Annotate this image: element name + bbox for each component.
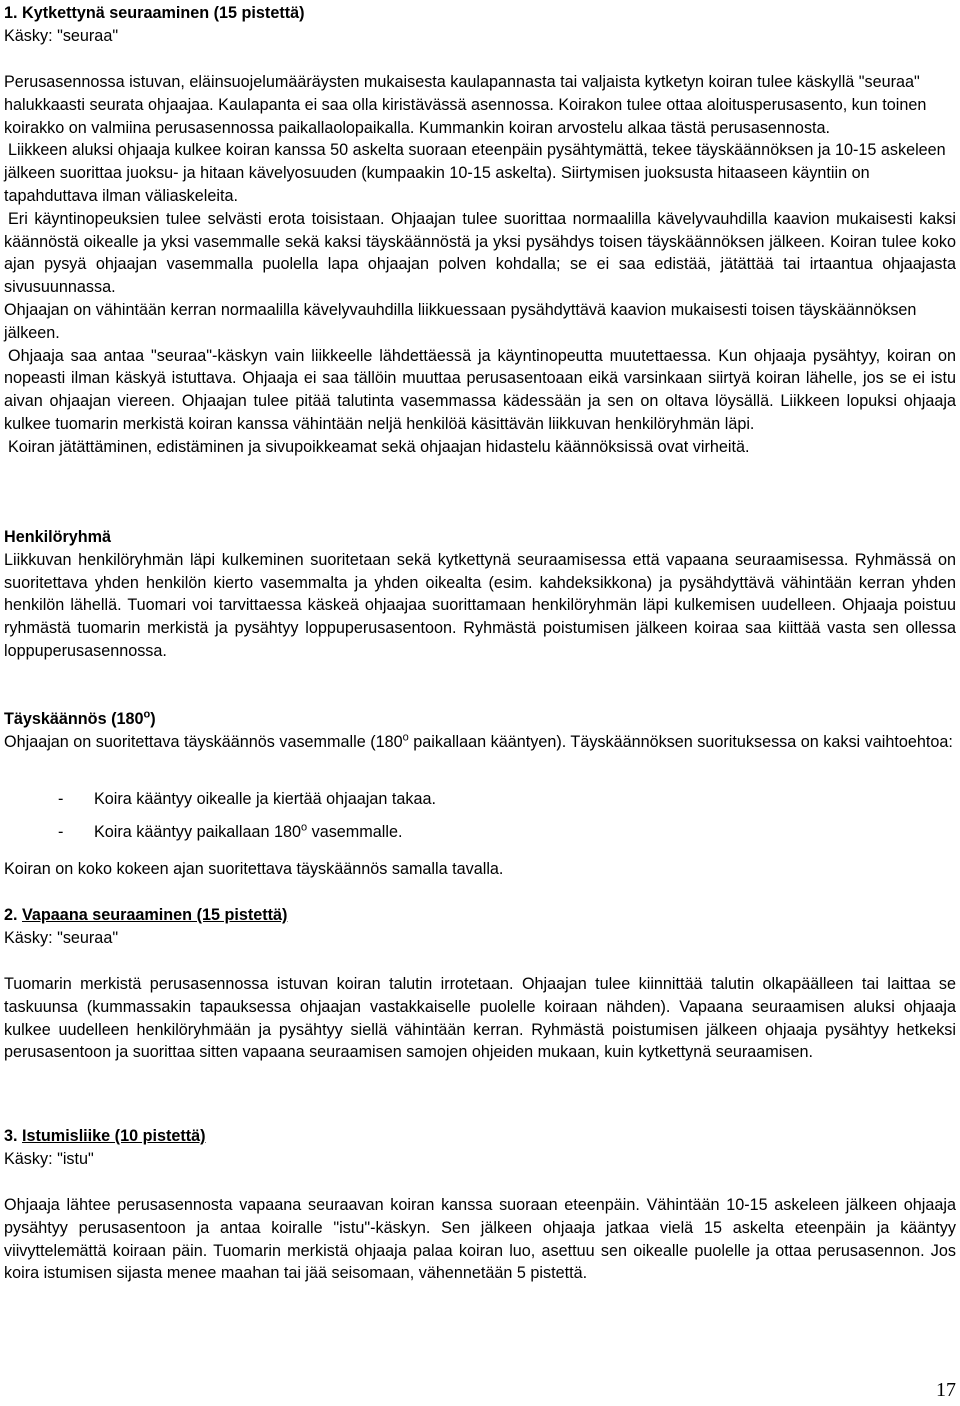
section2-title-number: 2.	[4, 906, 18, 924]
turn-text	[4, 731, 956, 754]
turn-option-2-rest: vasemmalle.	[307, 823, 403, 841]
section2-command: Käsky: "seuraa"	[4, 928, 119, 947]
turn-option-2-text: Koira kääntyy paikallaan 180	[94, 823, 301, 841]
section1-title-text: Kytkettynä seuraaminen (15 pistettä)	[22, 4, 305, 22]
turn-option-2-degree: o	[300, 821, 308, 834]
section3-title-text: Istumisliike (10 pistettä)	[22, 1127, 206, 1145]
turn-text-degree: o	[402, 731, 409, 744]
list-dash: -	[58, 790, 64, 808]
section1-para3: Eri käyntinopeuksien tulee selvästi erota toisistaan. Ohjaajan tulee suorittaa normaalilla kävelyvauhdilla kaavion mukaisesti kaksi käännöstä oikealle ja yksi vasemmalle sekä kaksi täyskäännöstä ja yksi pysähdys toisen täyskäännöksen jälkeen. Koiran tulee koko ajan pysyä ohjaajan vasemmalla puolella lapa ohjaajan polven kohdalla; se ei saa edistää, jätättää tai irtaantua ohjaajasta sivusuunnassa.	[4, 209, 956, 297]
turn-title-close: )	[150, 710, 156, 728]
turn-text-rest: paikallaan kääntyen). Täyskäännöksen suorituksessa on kaksi vaihtoehtoa:	[408, 732, 953, 751]
turn-option-1	[4, 788, 956, 811]
section1-intro: Perusasennossa istuvan, eläinsuojelumääräysten mukaisesta kaulapannasta tai valjaista kytketyn koiran tulee käskyllä "seuraa" halukkaasti seurata ohjaajaa. Kaulapanta ei saa olla kiristävässä asennossa. Koirakon tulee ottaa aloitusperusasento, kun toinen koirakko on valmiina perusasennossa paikallaolopaikalla. Kummankin koiran arvostelu alkaa tästä perusasennosta.	[4, 73, 927, 137]
section1-para6: Koiran jätättäminen, edistäminen ja sivupoikkeamat sekä ohjaajan hidastelu käännöksissä ovat virheitä.	[8, 437, 750, 456]
turn-text-main: Ohjaajan on suoritettava täyskäännös vasemmalle (180	[4, 732, 403, 751]
list-dash: -	[58, 823, 64, 841]
section1-para4: Ohjaajan on vähintään kerran normaalilla kävelyvauhdilla liikkuessaan pysähdyttävä kaavion mukaisesti toisen täyskäännöksen jälkeen.	[4, 300, 917, 342]
turn-title-degree: o	[143, 708, 151, 721]
section2-title-text: Vapaana seuraaminen (15 pistettä)	[22, 906, 288, 924]
section1-command: Käsky: "seuraa"	[4, 26, 119, 45]
page-number: 17	[936, 1379, 956, 1401]
turn-option-2	[4, 821, 956, 844]
turn-title	[4, 708, 956, 731]
turn-note: Koiran on koko kokeen ajan suoritettava täyskäännös samalla tavalla.	[4, 860, 504, 878]
section3-command: Käsky: "istu"	[4, 1149, 94, 1168]
section2-title	[4, 904, 956, 927]
group-title: Henkilöryhmä	[4, 528, 112, 546]
section3-title	[4, 1125, 956, 1148]
section1-title-number: 1.	[4, 4, 18, 22]
group-text: Liikkuvan henkilöryhmän läpi kulkeminen suoritetaan sekä kytkettynä seuraamisessa että vapaana seuraamisessa. Ryhmässä on suoritettava yhden henkilön kierto vasemmalta ja yhden oikealta (esim. kahdeksikkona) ja pysähdyttävä vähintään kerran yhden henkilön lähellä. Tuomari voi tarvittaessa käskeä ohjaajaa suorittamaan henkilöryhmän läpi kulkemisen uudelleen. Ohjaaja poistuu ryhmästä tuomarin merkistä ja pysähtyy loppuperusasentoon. Ryhmästä poistumisen jälkeen koiraa saa kiittää vasta sen ollessa loppuperusasennossa.	[4, 550, 956, 660]
section1-para2: Liikkeen aluksi ohjaaja kulkee koiran kanssa 50 askelta suoraan eteenpäin pysähtymättä, tekee täyskäännöksen ja 10-15 askeleen jälkeen suorittaa juoksu- ja hitaan kävelyosuuden (kumpaakin 10-15 askelta). Siirtymisen juoksusta hitaaseen käyntiin on tapahduttava ilman väliaskeleita.	[4, 141, 946, 205]
section1-para5: Ohjaaja saa antaa "seuraa"-käskyn vain liikkeelle lähdettäessä ja käyntinopeutta muutettaessa. Kun ohjaaja pysähtyy, koiran on nopeasti ilman käskyä istuttava. Ohjaaja ei saa tällöin muuttaa perusasentoaan eikä varsinkaan siirtyä koiran lähelle, jos se ei istu aivan ohjaajan viereen. Ohjaajan tulee pitää talutinta vasemmassa kädessään ja sen on oltava löysällä. Liikkeen lopuksi ohjaaja kulkee tuomarin merkistä koiran kanssa vähintään neljä henkilöä käsittävän liikkuvan henkilöryhmän läpi.	[4, 346, 956, 433]
section3-text: Ohjaaja lähtee perusasennosta vapaana seuraavan koiran kanssa suoraan eteenpäin. Vähintään 10-15 askeleen jälkeen ohjaaja pysähtyy perusasentoon ja antaa koiralle "istu"-käskyn. Sen jälkeen ohjaaja jatkaa vielä 15 askelta eteenpäin ja kääntyy viivyttelemättä koiraan päin. Tuomarin merkistä ohjaaja palaa koiran luo, asettuu sen oikealle puolelle ja ottaa perusasennon. Jos koira istumisen sijasta menee maahan tai jää seisomaan, vähennetään 5 pistettä.	[4, 1196, 956, 1283]
turn-title-text: Täyskäännös (180	[4, 710, 144, 728]
turn-option-1-text: Koira kääntyy oikealle ja kiertää ohjaajan takaa.	[94, 790, 436, 808]
section3-title-number: 3.	[4, 1127, 18, 1145]
section2-text: Tuomarin merkistä perusasennossa istuvan koiran talutin irrotetaan. Ohjaajan tulee kiinnittää talutin olkapäälleen tai laittaa se taskuunsa (kummassakin tapauksessa ohjaajan vastakkaiselle puolelle koiraan nähden). Vapaana seuraamisen aluksi ohjaaja kulkee uudelleen henkilöryhmään ja pysähtyy siellä vähintään kerran. Ryhmästä poistumisen jälkeen ohjaaja pysähtyy hetkeksi perusasentoon ja suorittaa sitten vapaana seuraamisen samojen ohjeiden mukaan, kuin kytkettynä seuraamisen.	[4, 975, 956, 1062]
section1-title	[4, 2, 956, 25]
